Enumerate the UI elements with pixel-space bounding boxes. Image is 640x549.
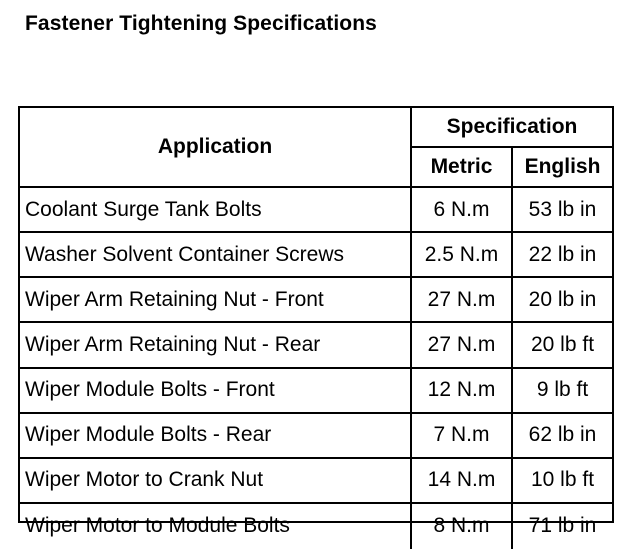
english-cell: 53 lb in xyxy=(513,188,612,233)
english-cell: 20 lb in xyxy=(513,278,612,323)
table-row xyxy=(20,188,612,233)
metric-cell: 8 N.m xyxy=(412,504,513,549)
spec-table-container xyxy=(18,106,614,538)
application-cell: Wiper Arm Retaining Nut - Front xyxy=(20,278,412,323)
metric-cell: 7 N.m xyxy=(412,414,513,459)
application-cell: Washer Solvent Container Screws xyxy=(20,233,412,278)
table-row xyxy=(20,504,612,549)
english-cell: 20 lb ft xyxy=(513,323,612,368)
english-cell: 62 lb in xyxy=(513,414,612,459)
english-cell: 22 lb in xyxy=(513,233,612,278)
application-cell: Wiper Module Bolts - Front xyxy=(20,369,412,414)
table-row xyxy=(20,459,612,504)
application-cell: Coolant Surge Tank Bolts xyxy=(20,188,412,233)
application-cell: Wiper Motor to Crank Nut xyxy=(20,459,412,504)
metric-cell: 27 N.m xyxy=(412,278,513,323)
table-row xyxy=(20,323,612,368)
table-row xyxy=(20,369,612,414)
column-header-specification: Specification xyxy=(412,108,612,148)
metric-cell: 27 N.m xyxy=(412,323,513,368)
spec-table xyxy=(20,108,612,549)
table-row xyxy=(20,278,612,323)
english-cell: 9 lb ft xyxy=(513,369,612,414)
table-row xyxy=(20,233,612,278)
application-cell: Wiper Module Bolts - Rear xyxy=(20,414,412,459)
metric-cell: 12 N.m xyxy=(412,369,513,414)
english-cell: 10 lb ft xyxy=(513,459,612,504)
column-header-application: Application xyxy=(20,108,412,188)
page-title: Fastener Tightening Specifications xyxy=(25,12,377,35)
column-header-english: English xyxy=(513,148,612,188)
application-cell: Wiper Arm Retaining Nut - Rear xyxy=(20,323,412,368)
metric-cell: 14 N.m xyxy=(412,459,513,504)
column-header-metric: Metric xyxy=(412,148,513,188)
application-cell: Wiper Motor to Module Bolts xyxy=(20,504,412,549)
english-cell: 71 lb in xyxy=(528,514,597,538)
table-row xyxy=(20,414,612,459)
metric-cell: 6 N.m xyxy=(412,188,513,233)
metric-cell: 2.5 N.m xyxy=(412,233,513,278)
